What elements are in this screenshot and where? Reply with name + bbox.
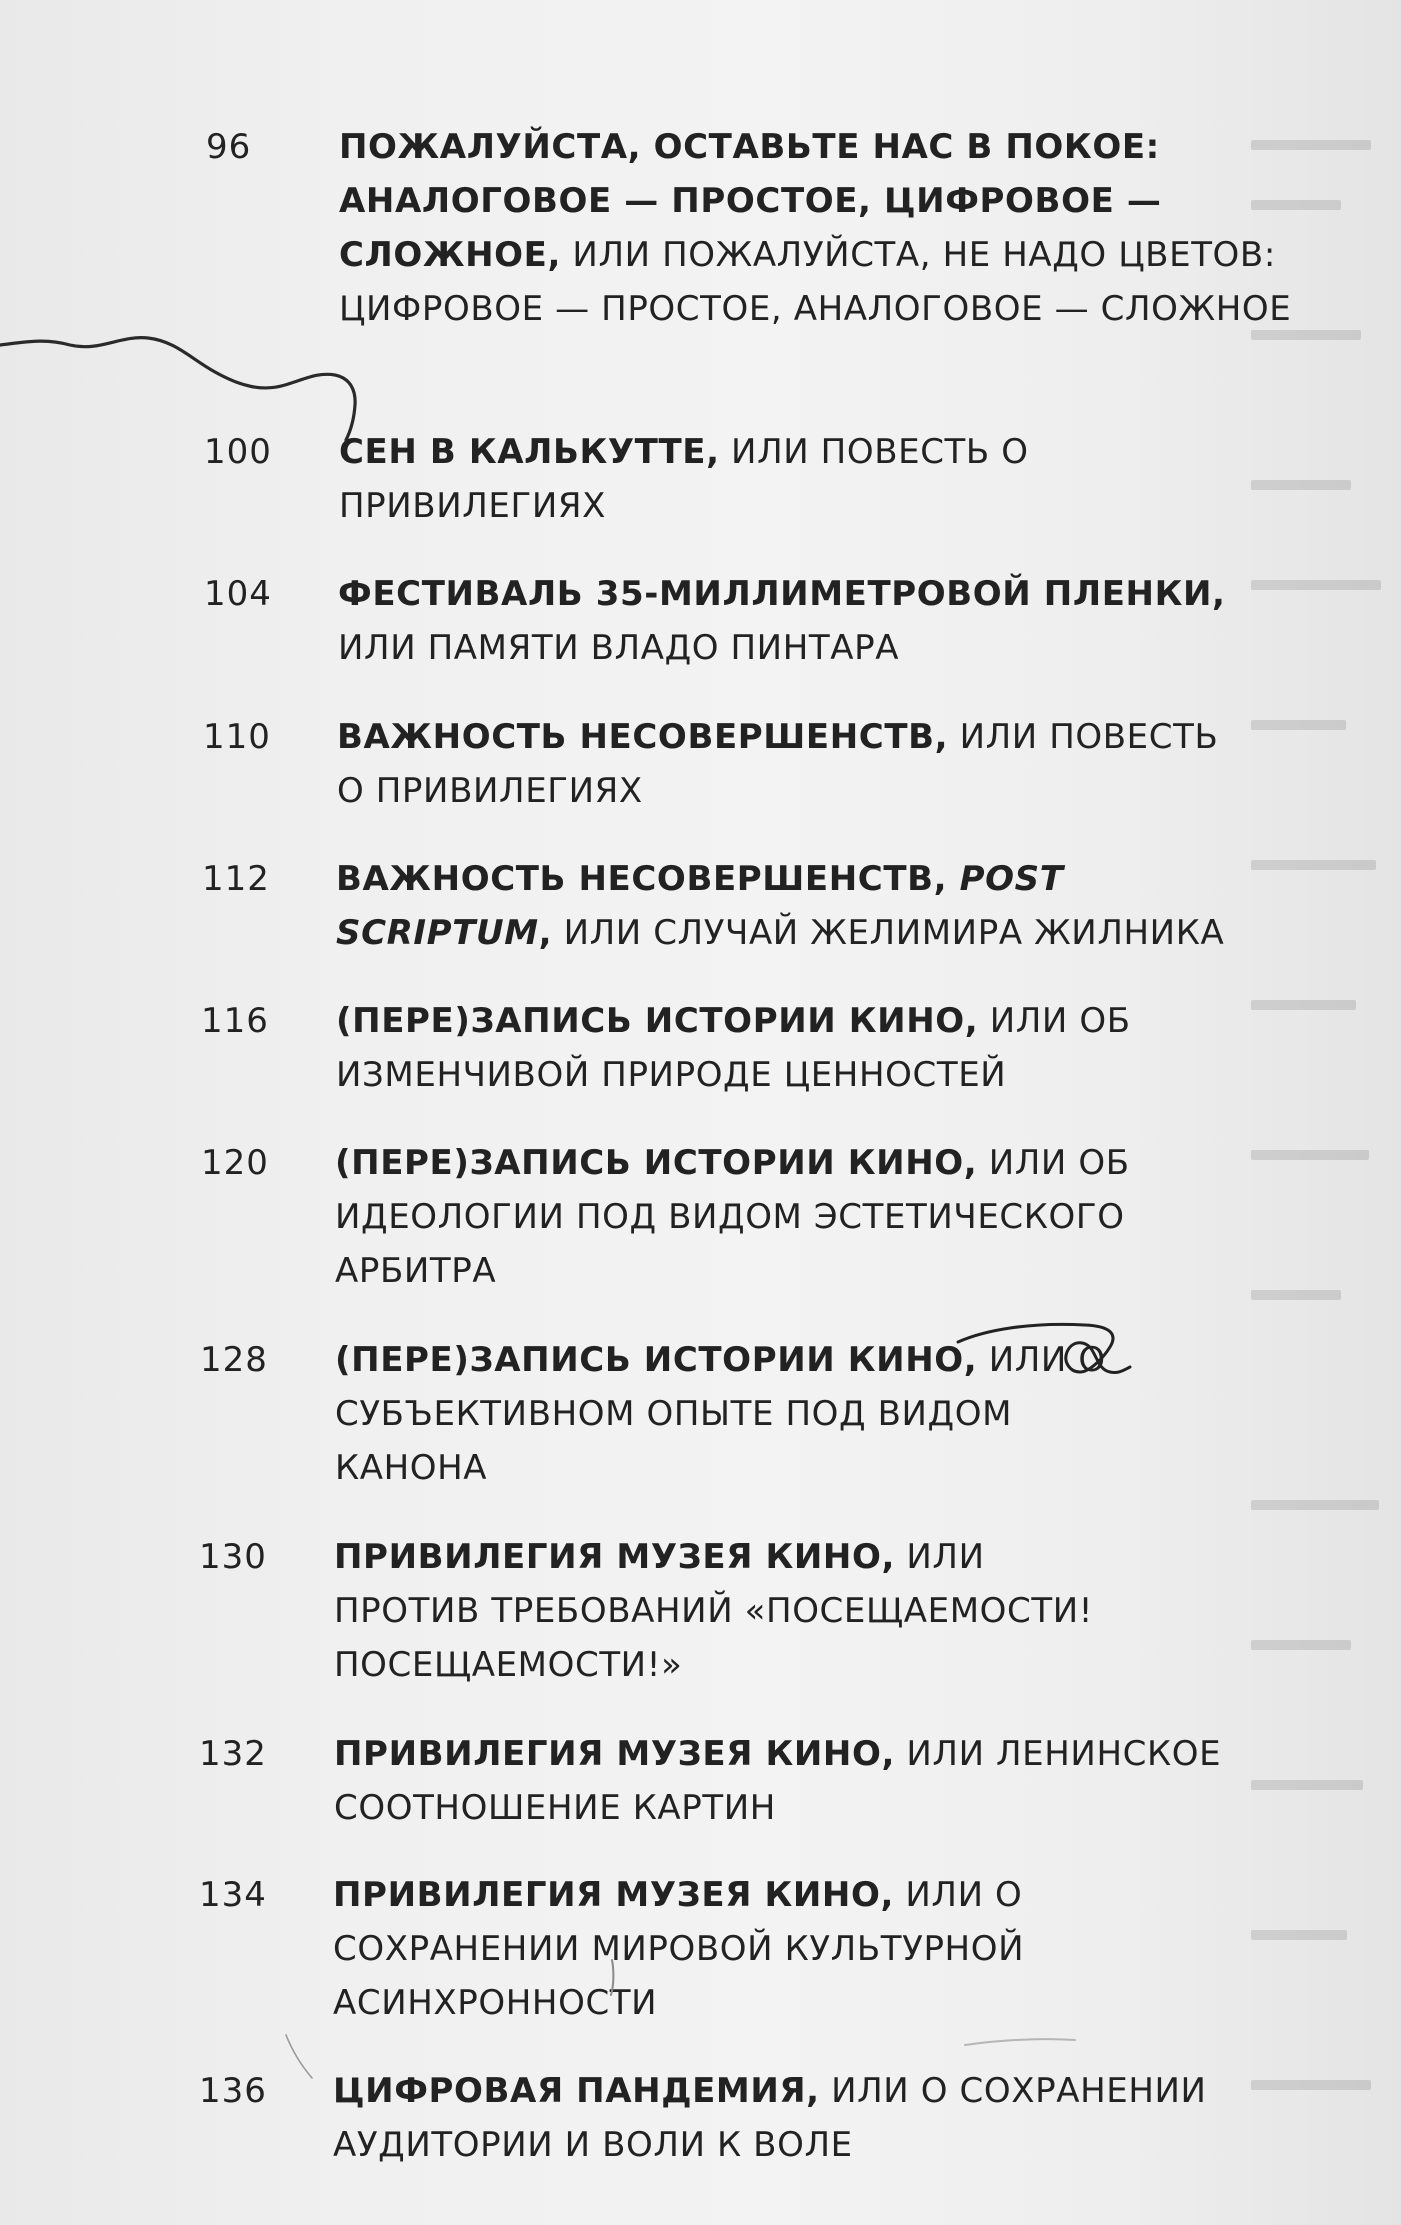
entry-subtitle: ИЛИ ОБ ИДЕОЛОГИИ ПОД ВИДОМ ЭСТЕТИЧЕСКОГО АРБИТРА bbox=[335, 1143, 1130, 1291]
entry-text bbox=[336, 994, 1136, 1102]
entry-subtitle: ИЛИ О СУБЪЕКТИВНОМ ОПЫТЕ ПОД ВИДОМ КАНОНА bbox=[335, 1340, 1106, 1488]
entry-subtitle: ИЛИ ПРОТИВ ТРЕБОВАНИЙ «ПОСЕЩАЕМОСТИ! ПОСЕЩАЕМОСТИ!» bbox=[334, 1537, 1093, 1685]
entry-subtitle: ИЛИ О СОХРАНЕНИИ МИРОВОЙ КУЛЬТУРНОЙ АСИНХРОННОСТИ bbox=[333, 1875, 1025, 2023]
entry-title: ПРИВИЛЕГИЯ МУЗЕЯ КИНО, bbox=[333, 1875, 894, 1915]
page-number: 104 bbox=[204, 574, 272, 614]
entry-text bbox=[339, 120, 1319, 336]
entry-subtitle: ИЛИ ПОЖАЛУЙСТА, НЕ НАДО ЦВЕТОВ: ЦИФРОВОЕ — ПРОСТОЕ, АНАЛОГОВОЕ — СЛОЖНОЕ bbox=[339, 235, 1292, 329]
entry-text bbox=[337, 710, 1237, 818]
page-number: 116 bbox=[201, 1001, 269, 1041]
entry-text bbox=[334, 1530, 1114, 1692]
entry-subtitle: ИЛИ СЛУЧАЙ ЖЕЛИМИРА ЖИЛНИКА bbox=[552, 913, 1225, 953]
page-number: 110 bbox=[203, 717, 271, 757]
page-number: 112 bbox=[202, 859, 270, 899]
entry-subtitle: ИЛИ ЛЕНИНСКОЕ СООТНОШЕНИЕ КАРТИН bbox=[334, 1734, 1222, 1828]
entry-subtitle: ИЛИ ПАМЯТИ ВЛАДО ПИНТАРА bbox=[338, 628, 900, 668]
entry-title: ЦИФРОВАЯ ПАНДЕМИЯ, bbox=[333, 2071, 820, 2111]
entry-title: ВАЖНОСТЬ НЕСОВЕРШЕНСТВ, bbox=[337, 717, 949, 757]
page-number: 134 bbox=[199, 1875, 267, 1915]
entry-subtitle: ИЛИ ОБ ИЗМЕНЧИВОЙ ПРИРОДЕ ЦЕННОСТЕЙ bbox=[336, 1001, 1131, 1095]
page-number: 120 bbox=[201, 1143, 269, 1183]
page-number: 130 bbox=[199, 1537, 267, 1577]
entry-title-tail: , bbox=[538, 913, 553, 953]
entry-title: (ПЕРЕ)ЗАПИСЬ ИСТОРИИ КИНО, bbox=[336, 1001, 979, 1041]
entry-title: ВАЖНОСТЬ НЕСОВЕРШЕНСТВ, bbox=[336, 859, 960, 899]
entry-subtitle: ИЛИ О СОХРАНЕНИИ АУДИТОРИИ И ВОЛИ К ВОЛЕ bbox=[333, 2071, 1207, 2165]
page-number: 96 bbox=[206, 127, 252, 167]
entry-title: ПОЖАЛУЙСТА, ОСТАВЬТЕ НАС В ПОКОЕ: АНАЛОГОВОЕ — ПРОСТОЕ, ЦИФРОВОЕ — СЛОЖНОЕ, bbox=[339, 127, 1162, 275]
entry-text bbox=[338, 567, 1238, 675]
page-number: 136 bbox=[199, 2071, 267, 2111]
page-number: 132 bbox=[199, 1734, 267, 1774]
entry-title: ПРИВИЛЕГИЯ МУЗЕЯ КИНО, bbox=[334, 1734, 895, 1774]
entry-subtitle: ИЛИ ПОВЕСТЬ О ПРИВИЛЕГИЯХ bbox=[337, 717, 1219, 811]
entry-text bbox=[333, 2064, 1213, 2172]
entry-text bbox=[335, 1333, 1115, 1495]
entry-subtitle: ИЛИ ПОВЕСТЬ О ПРИВИЛЕГИЯХ bbox=[339, 432, 1029, 526]
entry-title: СЕН В КАЛЬКУТТЕ, bbox=[339, 432, 720, 472]
entry-text bbox=[339, 425, 1029, 533]
page-number: 100 bbox=[204, 432, 272, 472]
entry-title: (ПЕРЕ)ЗАПИСЬ ИСТОРИИ КИНО, bbox=[335, 1143, 978, 1183]
entry-title-italic: POST SCRIPTUM bbox=[336, 859, 1064, 953]
page-number: 128 bbox=[200, 1340, 268, 1380]
entry-title: ПРИВИЛЕГИЯ МУЗЕЯ КИНО, bbox=[334, 1537, 895, 1577]
entry-text bbox=[335, 1136, 1295, 1298]
entry-title: (ПЕРЕ)ЗАПИСЬ ИСТОРИИ КИНО, bbox=[335, 1340, 978, 1380]
entry-text bbox=[334, 1727, 1234, 1835]
entry-title: ФЕСТИВАЛЬ 35-МИЛЛИМЕТРОВОЙ ПЛЕНКИ, bbox=[338, 574, 1226, 614]
entry-text bbox=[333, 1868, 1233, 2030]
entry-text bbox=[336, 852, 1276, 960]
